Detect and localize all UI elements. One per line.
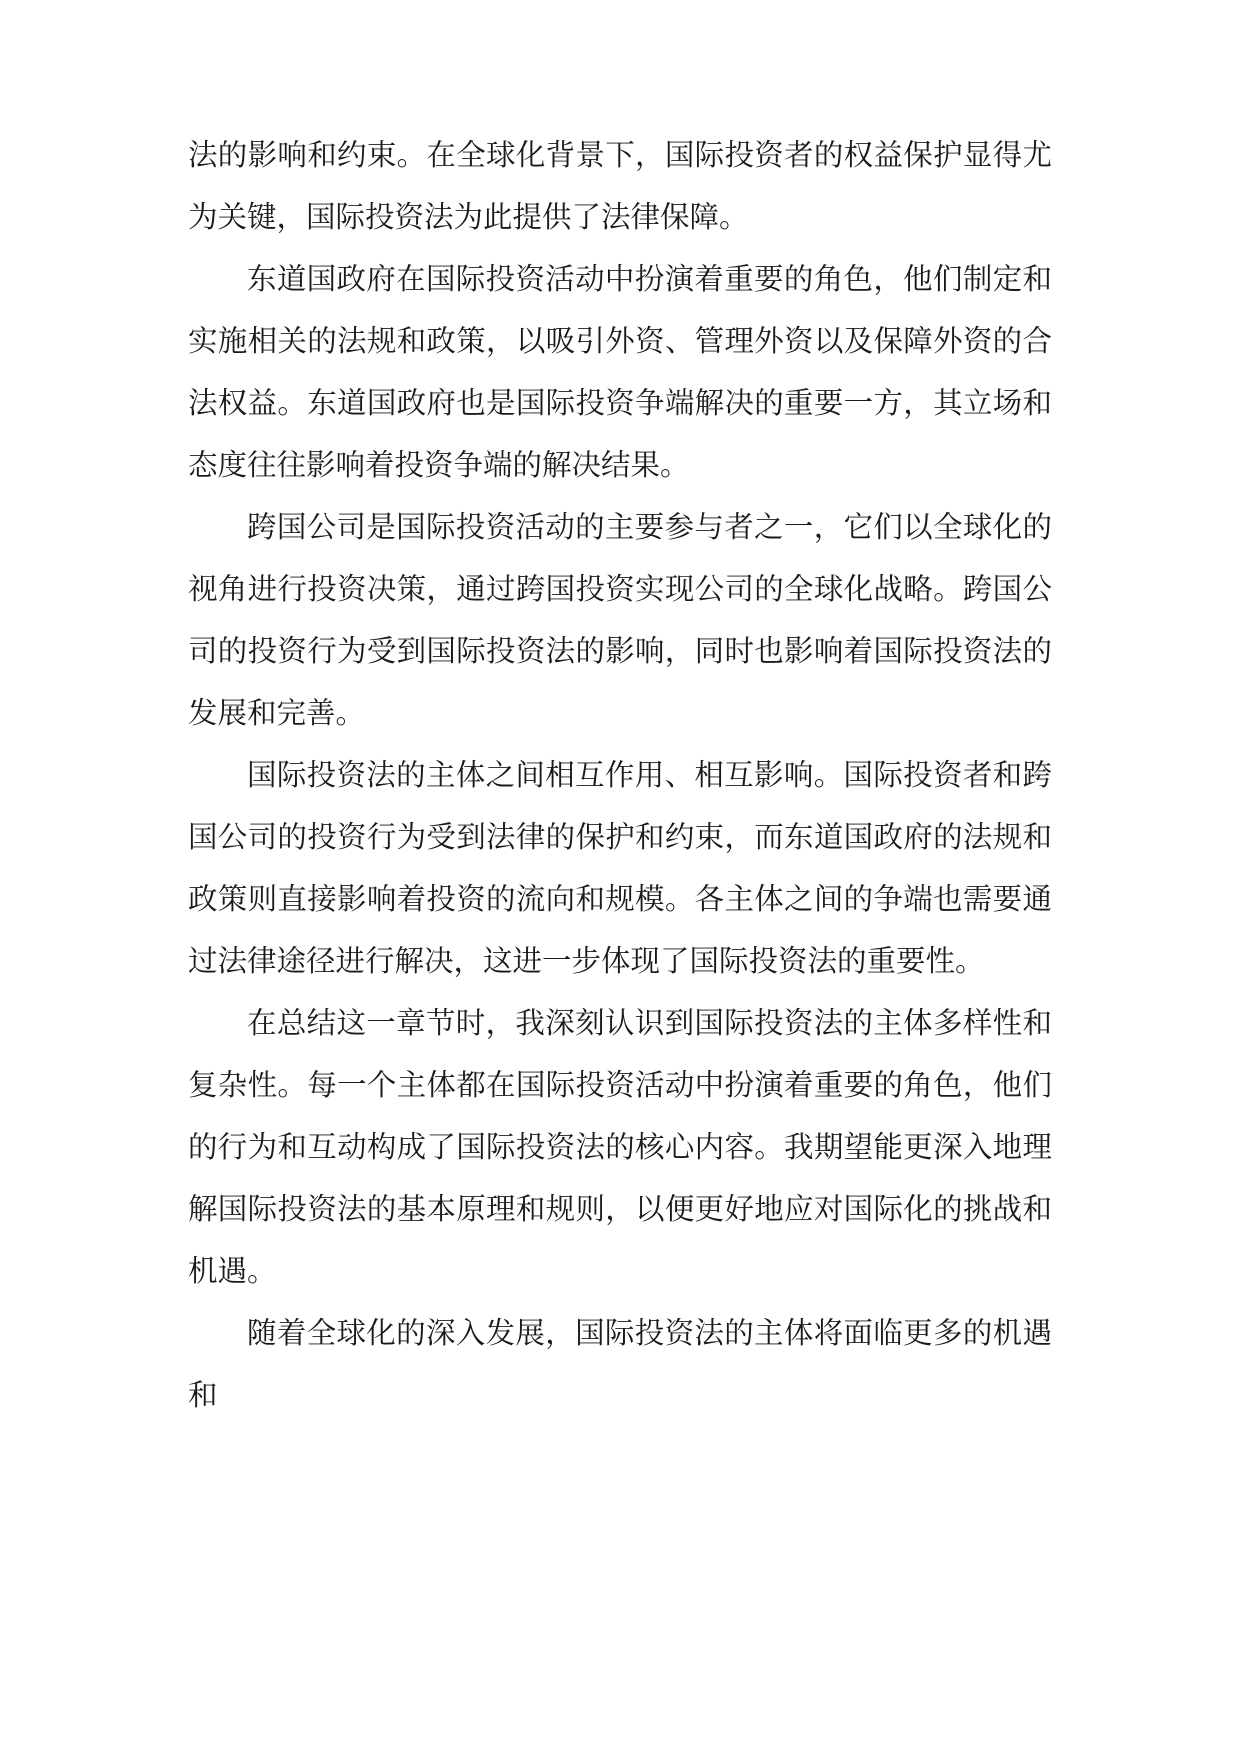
paragraph-globalization-outlook: 随着全球化的深入发展，国际投资法的主体将面临更多的机遇和 bbox=[188, 1316, 1052, 1412]
paragraph-chapter-summary: 在总结这一章节时，我深刻认识到国际投资法的主体多样性和复杂性。每一个主体都在国际投资活动中扮演着重要的角色，他们的行为和互动构成了国际投资法的核心内容。我期望能更深入地理解国际投资法的基本原理和规则，以便更好地应对国际化的挑战和机遇。 bbox=[188, 1006, 1052, 1288]
paragraph-continuation: 法的影响和约束。在全球化背景下，国际投资者的权益保护显得尤为关键，国际投资法为此提供了法律保障。 bbox=[188, 138, 1052, 234]
paragraph-multinational-companies: 跨国公司是国际投资活动的主要参与者之一，它们以全球化的视角进行投资决策，通过跨国投资实现公司的全球化战略。跨国公司的投资行为受到国际投资法的影响，同时也影响着国际投资法的发展和完善。 bbox=[188, 510, 1052, 730]
document-body bbox=[188, 124, 1052, 1426]
paragraph-host-government: 东道国政府在国际投资活动中扮演着重要的角色，他们制定和实施相关的法规和政策，以吸引外资、管理外资以及保障外资的合法权益。东道国政府也是国际投资争端解决的重要一方，其立场和态度往往影响着投资争端的解决结果。 bbox=[188, 262, 1052, 482]
paragraph-subject-interaction: 国际投资法的主体之间相互作用、相互影响。国际投资者和跨国公司的投资行为受到法律的保护和约束，而东道国政府的法规和政策则直接影响着投资的流向和规模。各主体之间的争端也需要通过法律途径进行解决，这进一步体现了国际投资法的重要性。 bbox=[188, 758, 1052, 978]
